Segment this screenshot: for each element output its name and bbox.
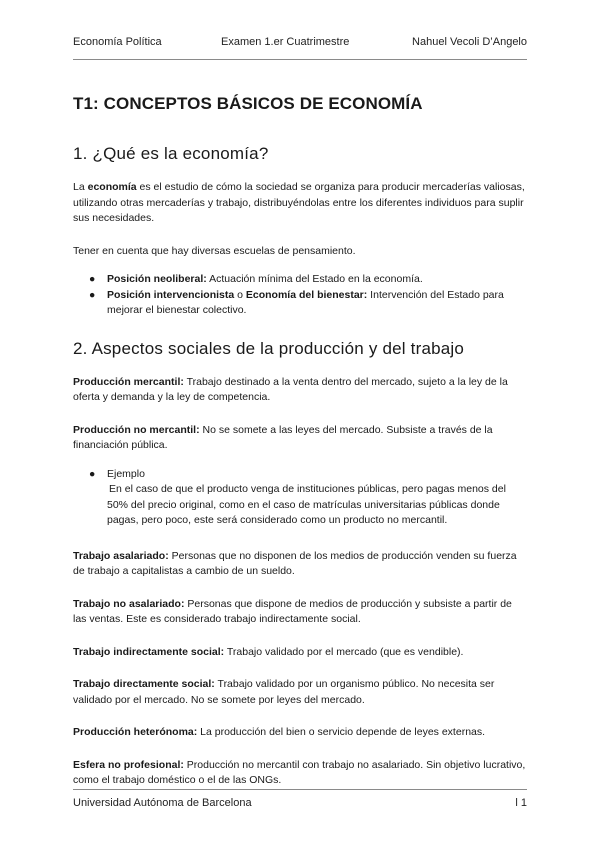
definition-entry [73, 549, 527, 580]
entry-text: Personas que no disponen de los medios de producción venden su fuerza de trabajo a capitalistas a cambio de un sueldo. [73, 549, 517, 577]
page-number: l 1 [515, 797, 527, 809]
list-item [89, 467, 527, 529]
entry-term: Trabajo no asalariado: [73, 597, 185, 610]
entry-text: Trabajo validado por un organismo público. No necesita ser validado por el mercado. No se somete por leyes del mercado. [73, 678, 495, 706]
definition-text: es el estudio de cómo la sociedad se organiza para producir mercaderías valiosas, utilizando otras mercaderías y trabajo, distribuyéndolas entre los diferentes individuos para suplir sus necesidades. [73, 181, 525, 224]
definition-entry [73, 423, 527, 454]
position-term: Posición intervencionista [107, 288, 235, 301]
positions-list [73, 272, 527, 319]
definition-term: economía [87, 181, 137, 193]
definition-entry [73, 677, 527, 708]
bullet-icon: ● [89, 288, 96, 301]
entry-term: Esfera no profesional: [73, 758, 184, 771]
definition-entry [73, 375, 527, 406]
position-term: Posición neoliberal: [107, 273, 207, 285]
entry-text: Trabajo destinado a la venta dentro del mercado, sujeto a la ley de la oferta y demanda y la ley de competencia. [73, 375, 508, 403]
entry-term: Producción mercantil: [73, 375, 184, 388]
bullet-icon: ● [89, 467, 96, 480]
entry-text: Trabajo validado por el mercado (que es vendible). [224, 645, 464, 658]
entry-term: Producción heterónoma: [73, 726, 198, 738]
footer-divider [73, 789, 527, 790]
definition-entry [73, 758, 527, 789]
document-title: T1: CONCEPTOS BÁSICOS DE ECONOMÍA [73, 94, 423, 113]
definition-entry [73, 725, 527, 741]
header-exam: Examen 1.er Cuatrimestre [221, 36, 350, 48]
entry-term: Producción no mercantil: [73, 423, 200, 436]
definition-entry [73, 645, 527, 661]
example-list [73, 467, 527, 529]
schools-note: Tener en cuenta que hay diversas escuelas de pensamiento. [73, 244, 356, 257]
entry-term: Trabajo asalariado: [73, 549, 169, 562]
entry-text: Personas que dispone de medios de producción y subsiste a partir de las ventas. Este es considerado trabajo indirectamente social. [73, 597, 512, 625]
page-footer [73, 797, 527, 811]
section-1-heading: 1. ¿Qué es la economía? [73, 144, 269, 163]
document-body [73, 94, 527, 806]
bullet-icon: ● [89, 273, 96, 285]
list-item [89, 272, 527, 288]
list-item [89, 288, 527, 319]
footer-university: Universidad Autónoma de Barcelona [73, 797, 252, 809]
example-text: En el caso de que el producto venga de instituciones públicas, pero pagas menos del 50% del precio original, como en el caso de matrículas universitarias públicas donde pagas, pero poco, este será considerado como un producto no mercantil. [107, 483, 506, 526]
position-text: Intervención del Estado para mejorar el bienestar colectivo. [107, 288, 504, 316]
economy-definition [73, 180, 527, 227]
definition-entry [73, 597, 527, 628]
example-label: Ejemplo [107, 467, 145, 480]
entry-text: La producción del bien o servicio depende de leyes externas. [197, 726, 486, 738]
position-term-alt: Economía del bienestar: [245, 288, 368, 301]
header-author: Nahuel Vecoli D’Angelo [412, 36, 527, 48]
position-connector: o [234, 288, 246, 301]
entry-text: No se somete a las leyes del mercado. Subsiste a través de la financiación pública. [73, 423, 493, 451]
section-2-heading: 2. Aspectos sociales de la producción y del trabajo [73, 338, 465, 358]
header-course: Economía Política [73, 36, 162, 48]
page-header [73, 36, 527, 50]
entry-text: Producción no mercantil con trabajo no asalariado. Sin objetivo lucrativo, como el trabajo doméstico o el de las ONGs. [73, 758, 526, 786]
position-text: Actuación mínima del Estado en la economía. [206, 273, 423, 285]
entry-term: Trabajo directamente social: [73, 678, 215, 690]
entry-term: Trabajo indirectamente social: [73, 645, 225, 658]
definition-prefix: La [73, 181, 88, 193]
header-divider [73, 59, 527, 60]
